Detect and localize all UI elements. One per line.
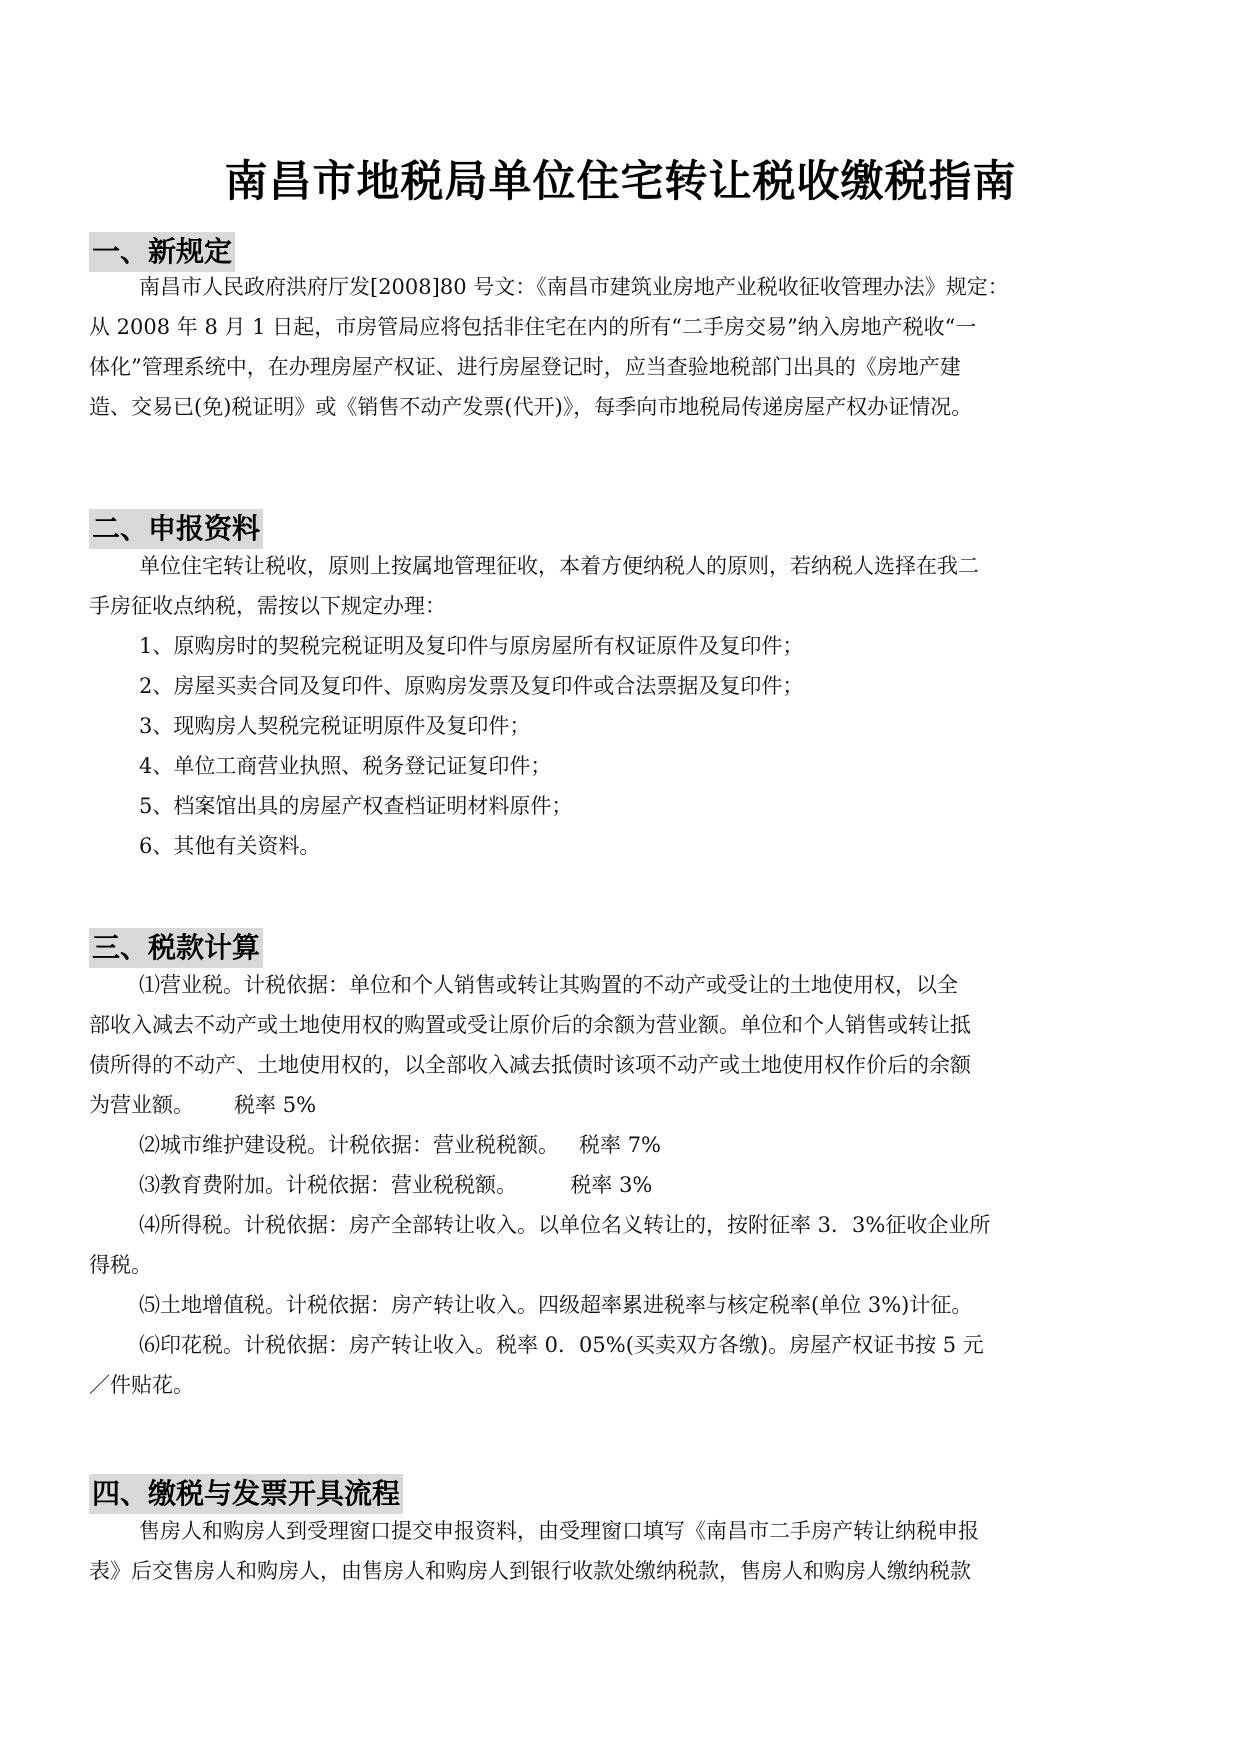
paragraph-line: 单位住宅转让税收，原则上按属地管理征收，本着方便纳税人的原则，若纳税人选择在我二 — [139, 554, 979, 578]
paragraph-line: 手房征收点纳税，需按以下规定办理： — [89, 594, 446, 618]
page-title: 南昌市地税局单位住宅转让税收缴税指南 — [224, 157, 1017, 207]
paragraph-line: ⑸土地增值税。计税依据：房产转让收入。四级超率累进税率与核定税率(单位 3%)计征。 — [139, 1293, 973, 1317]
paragraph-line: 造、交易已(免)税证明》或《销售不动产发票(代开)》，每季向市地税局传递房屋产权办证情况。 — [89, 395, 973, 419]
list-item: 6、其他有关资料。 — [139, 834, 321, 858]
paragraph-line: 部收入减去不动产或土地使用权的购置或受让原价后的余额为营业额。单位和个人销售或转让抵 — [89, 1013, 971, 1037]
list-item: 4、单位工商营业执照、税务登记证复印件； — [139, 754, 552, 778]
section-heading-new-rules: 一、新规定 — [89, 232, 235, 272]
section-heading-payment-process: 四、缴税与发票开具流程 — [89, 1474, 403, 1514]
paragraph-line: 从 2008 年 8 月 1 日起，市房管局应将包括非住宅在内的所有“二手房交易”纳入房地产税收“一 — [89, 315, 977, 339]
paragraph-line: ⑶教育费附加。计税依据：营业税税额。 税率 3% — [139, 1173, 653, 1197]
paragraph-line: ⑵城市维护建设税。计税依据：营业税税额。 税率 7% — [139, 1133, 662, 1157]
paragraph-line: 表》后交售房人和购房人，由售房人和购房人到银行收款处缴纳税款，售房人和购房人缴纳税款 — [89, 1559, 971, 1583]
section-heading-materials: 二、申报资料 — [89, 509, 263, 549]
paragraph-line: 南昌市人民政府洪府厅发[2008]80 号文：《南昌市建筑业房地产业税收征收管理办法》规定： — [139, 275, 1009, 299]
list-item: 5、档案馆出具的房屋产权查档证明材料原件； — [139, 794, 573, 818]
paragraph-line: 售房人和购房人到受理窗口提交申报资料，由受理窗口填写《南昌市二手房产转让纳税申报 — [139, 1519, 979, 1543]
list-item: 2、房屋买卖合同及复印件、原购房发票及复印件或合法票据及复印件； — [139, 674, 804, 698]
list-item: 1、原购房时的契税完税证明及复印件与原房屋所有权证原件及复印件； — [139, 634, 804, 658]
paragraph-line: ⑷所得税。计税依据：房产全部转让收入。以单位名义转让的，按附征率 3．3%征收企业所 — [139, 1213, 991, 1237]
paragraph-line: 债所得的不动产、土地使用权的，以全部收入减去抵债时该项不动产或土地使用权作价后的余额 — [89, 1053, 971, 1077]
paragraph-line: ⑴营业税。计税依据：单位和个人销售或转让其购置的不动产或受让的土地使用权，以全 — [139, 973, 958, 997]
section-heading-tax-calculation: 三、税款计算 — [89, 928, 263, 968]
paragraph-line: ⑹印花税。计税依据：房产转让收入。税率 0．05%(买卖双方各缴)。房屋产权证书按 5 元 — [139, 1333, 984, 1357]
paragraph-line: 得税。 — [89, 1253, 152, 1277]
paragraph-line: 体化”管理系统中，在办理房屋产权证、进行房屋登记时，应当查验地税部门出具的《房地产建 — [89, 355, 961, 379]
list-item: 3、现购房人契税完税证明原件及复印件； — [139, 714, 531, 738]
paragraph-line: 为营业额。 税率 5% — [89, 1093, 317, 1117]
paragraph-line: ／件贴花。 — [89, 1373, 194, 1397]
